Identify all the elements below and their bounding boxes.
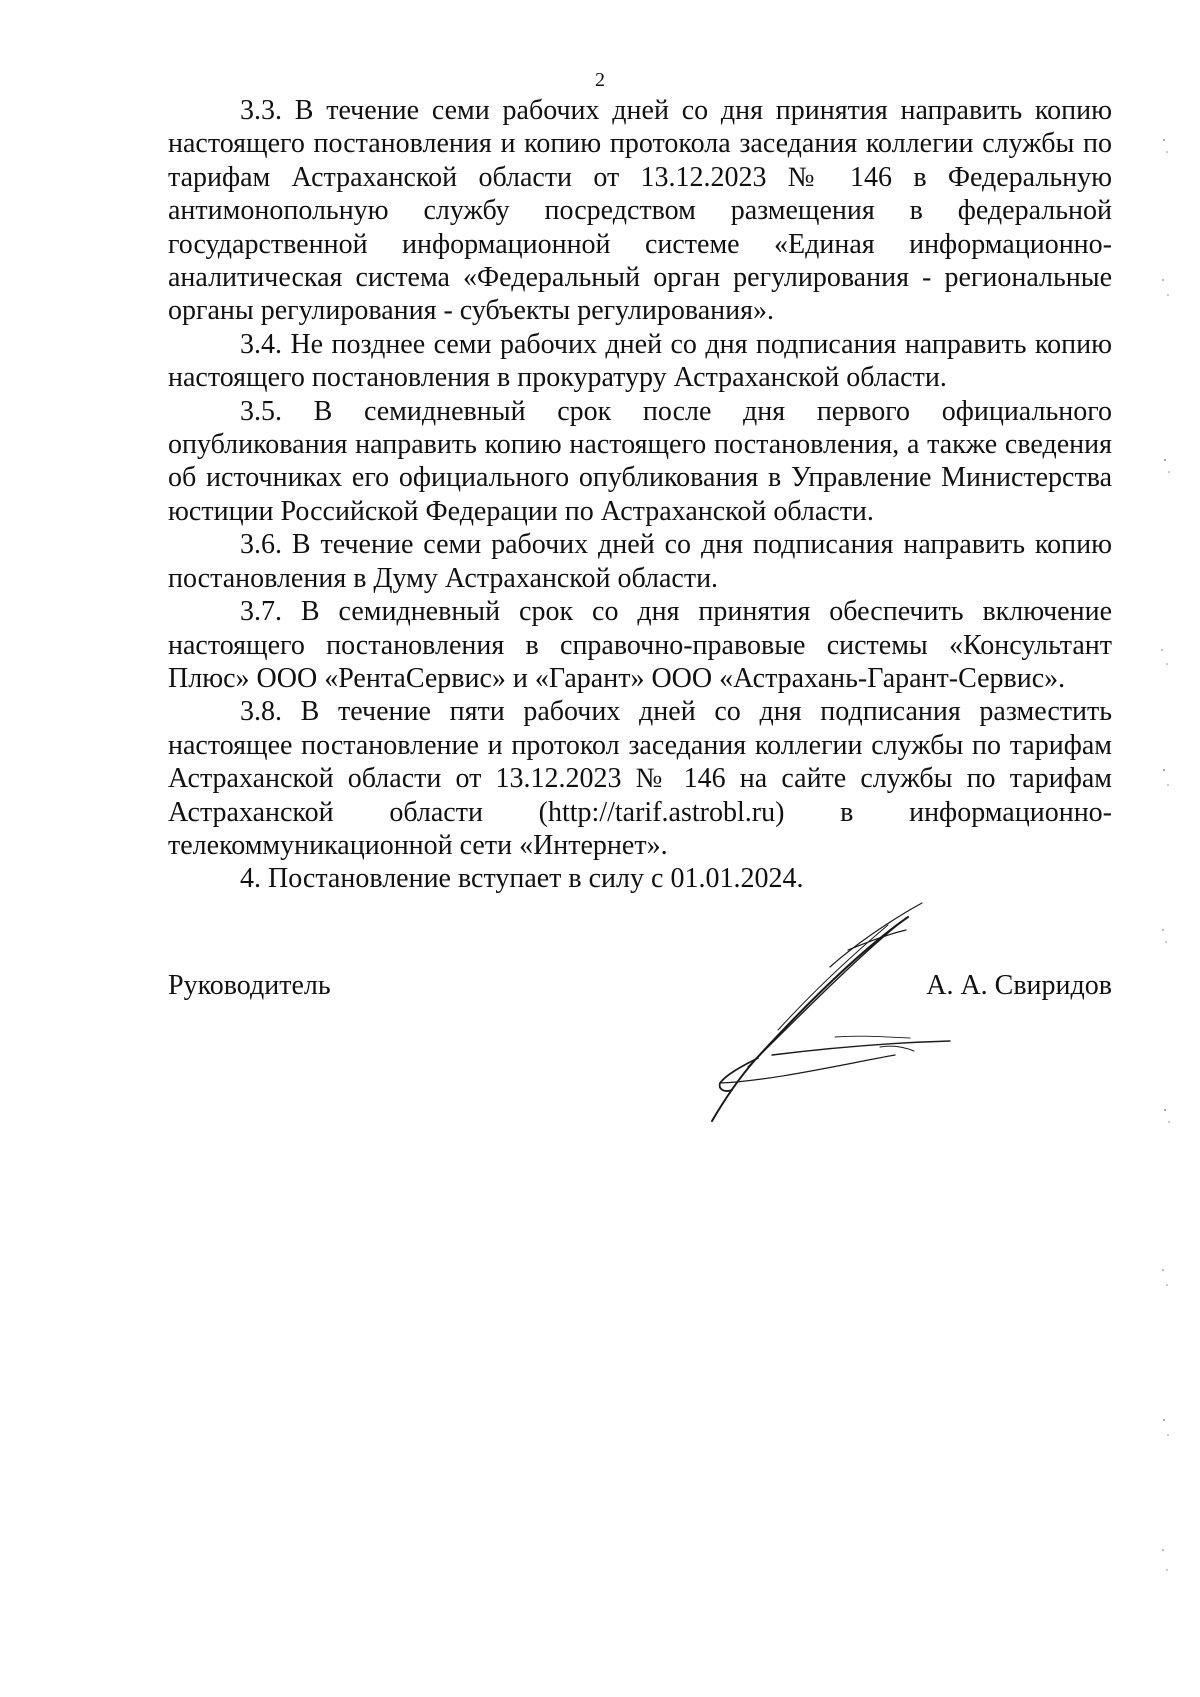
paragraph-3-3: 3.3. В течение семи рабочих дней со дня принятия направить копию настоящего постановления и копию протокола заседания коллегии службы по тарифам Астраханской области от 13.12.2023 № 146 в Федеральную антимонопольную службу посредством размещения в федеральной государственной информационной системе «Единая информационно-аналитическая система «Федеральный орган регулирования - региональные органы регулирования - субъекты регулирования». — [168, 95, 1112, 327]
document-body — [168, 94, 1112, 896]
paragraph-4: 4. Постановление вступает в силу с 01.01.2024. — [240, 863, 804, 895]
signatory-role: Руководитель — [168, 970, 331, 1001]
signature-block — [168, 966, 1112, 1006]
paragraph-3-4: 3.4. Не позднее семи рабочих дней со дня подписания направить копию настоящего постановления в прокуратуру Астраханской области. — [168, 328, 1112, 394]
scan-noise-dots — [1158, 130, 1178, 1630]
paragraph-3-8: 3.8. В течение пяти рабочих дней со дня подписания разместить настоящее постановление и протокол заседания коллегии службы по тарифам Астраханской области от 13.12.2023 № 146 на сайте службы по тарифам Астраханской области (http://tarif.astrobl.ru) в информационно-телекоммуникационной сети «Интернет». — [168, 696, 1112, 861]
paragraph-3-6: 3.6. В течение семи рабочих дней со дня подписания направить копию постановления в Думу Астраханской области. — [168, 529, 1112, 594]
signatory-name: А. А. Свиридов — [926, 970, 1112, 1001]
paragraph-3-7: 3.7. В семидневный срок со дня принятия обеспечить включение настоящего постановления в справочно-правовые системы «Консультант Плюс» ООО «РентаСервис» и «Гарант» ООО «Астрахань-Гарант-Сервис». — [168, 596, 1112, 694]
handwritten-signature — [660, 895, 970, 1130]
page-number: 2 — [595, 69, 605, 91]
paragraph-3-5: 3.5. В семидневный срок после дня первого официального опубликования направить копию настоящего постановления, а также сведения об источниках его официального опубликования в Управление Министерства юстиции Российской Федерации по Астраханской области. — [168, 395, 1112, 527]
